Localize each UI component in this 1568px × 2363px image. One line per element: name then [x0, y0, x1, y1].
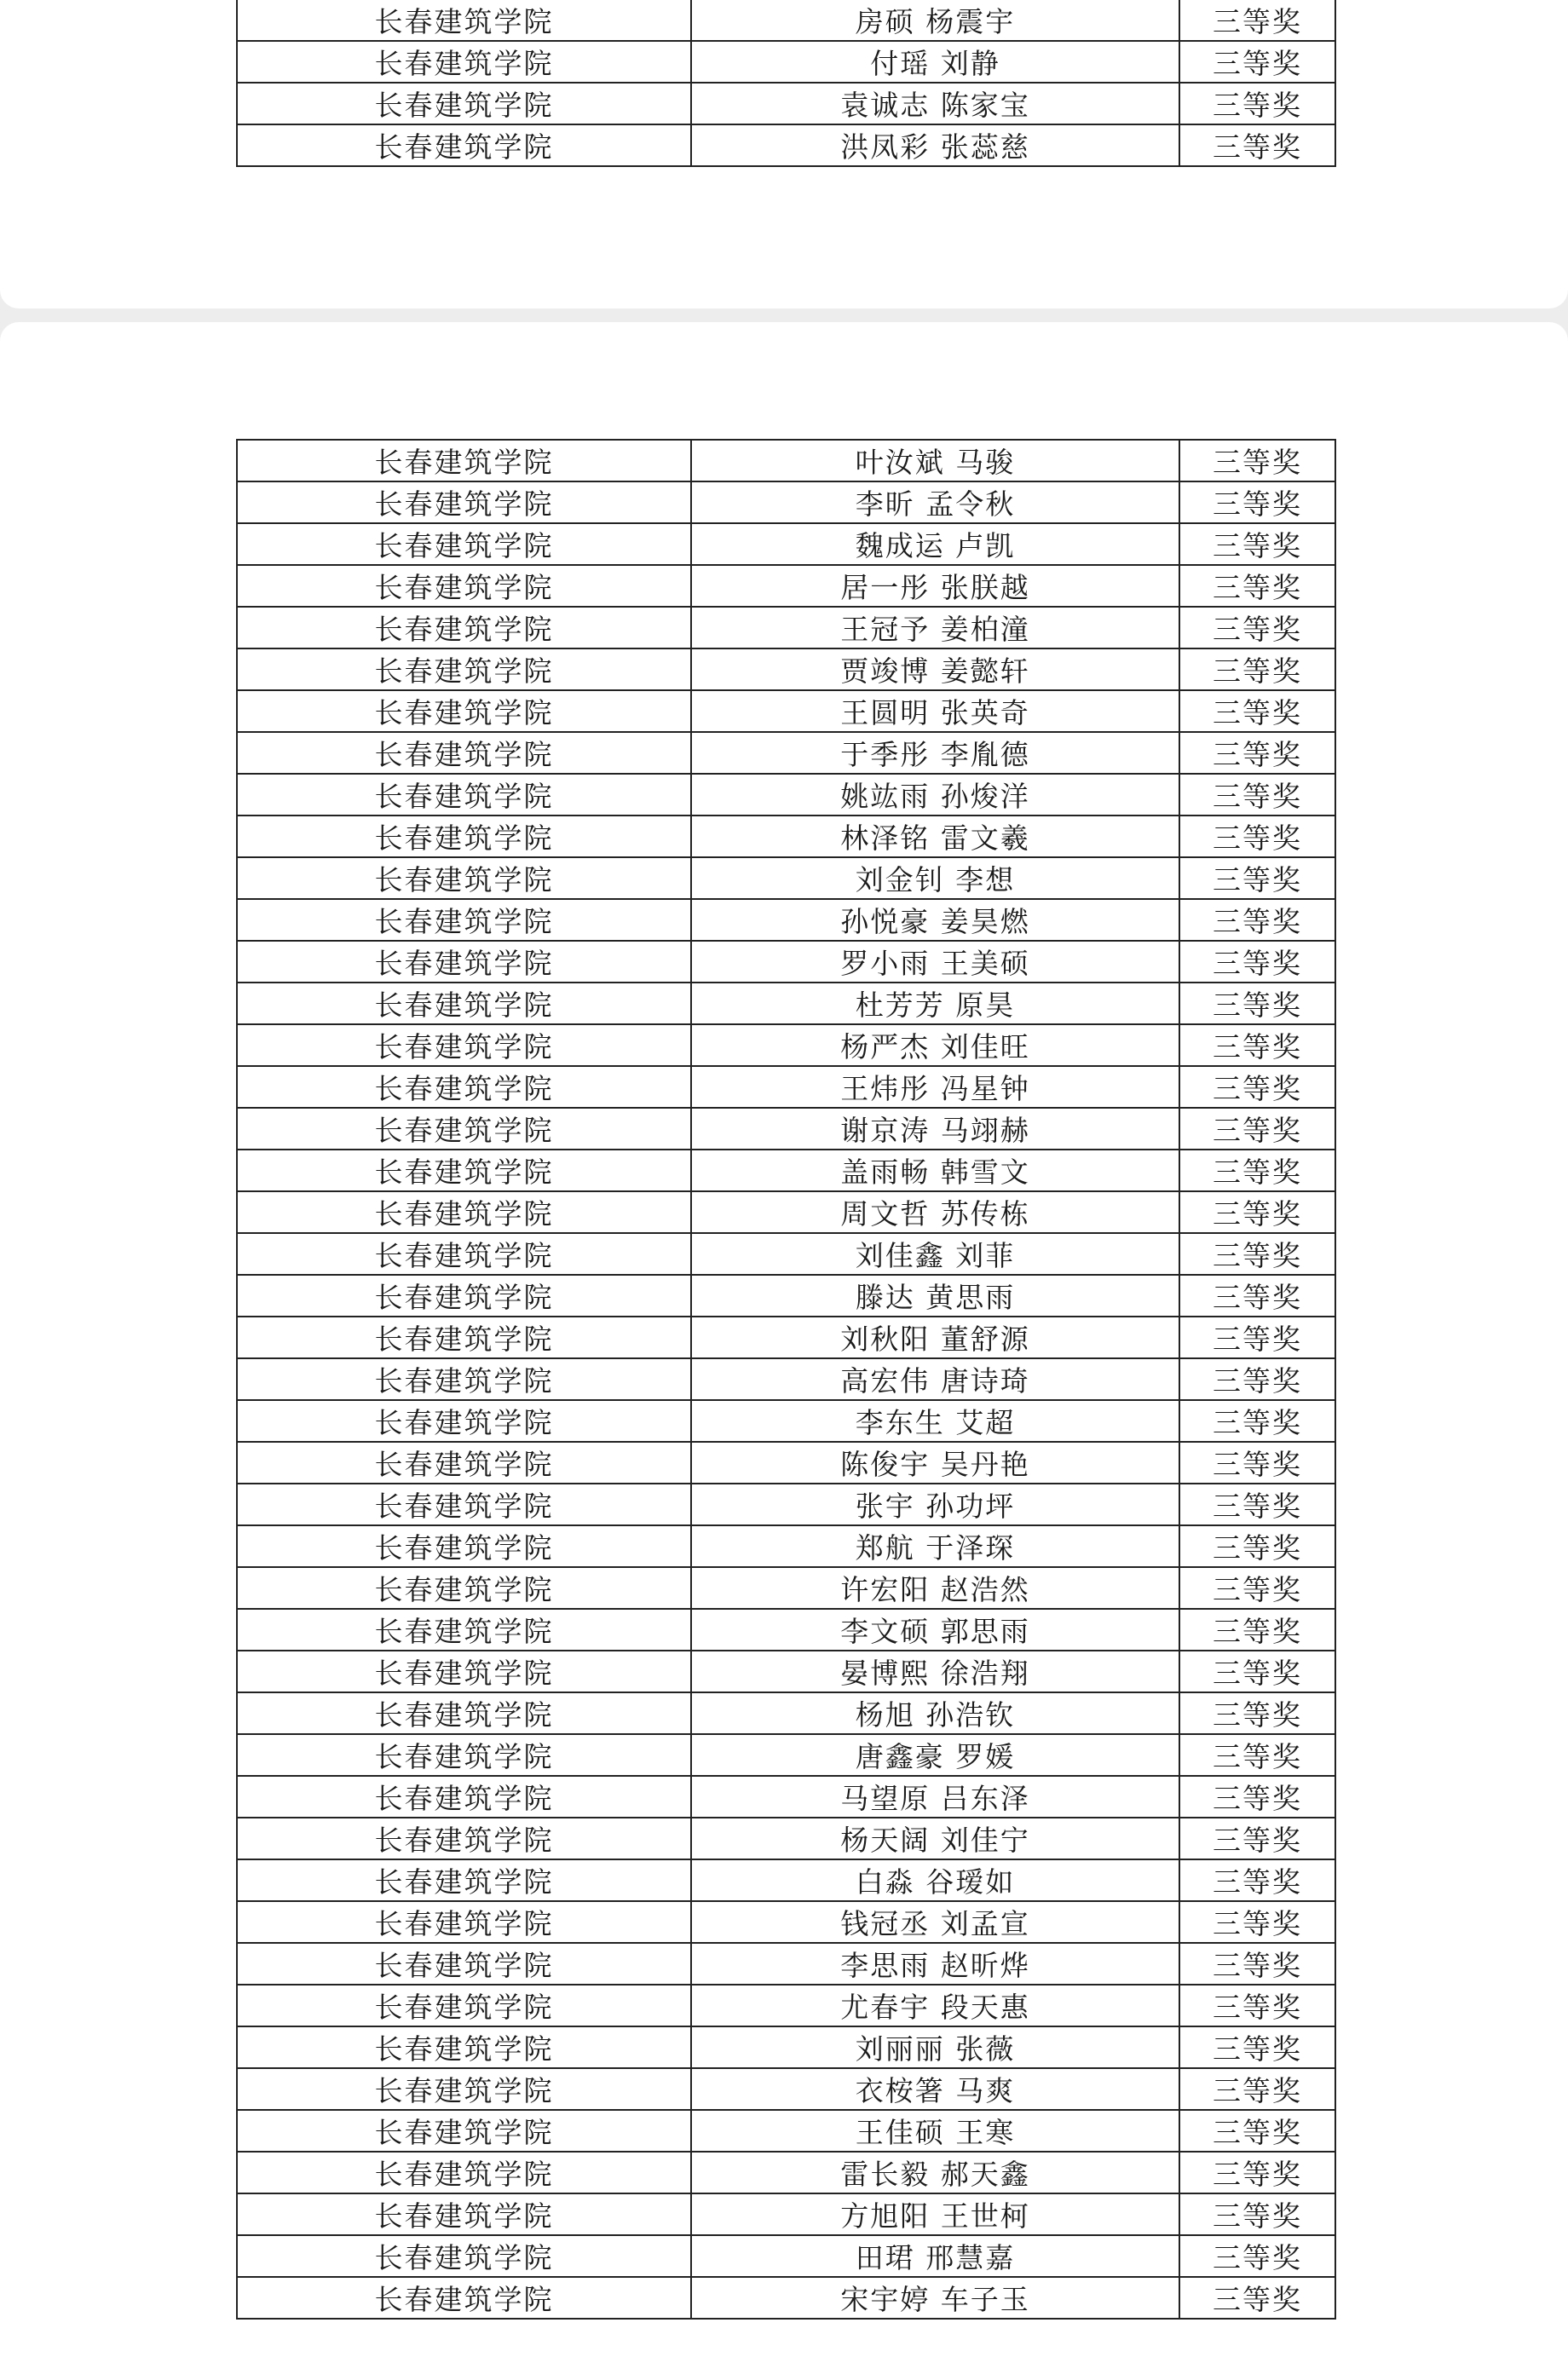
award-cell: 三等奖 — [1179, 1859, 1335, 1901]
table-row — [237, 941, 1335, 983]
award-cell: 三等奖 — [1179, 1776, 1335, 1818]
table-row — [237, 1317, 1335, 1358]
school-cell: 长春建筑学院 — [237, 2110, 691, 2152]
table-row — [237, 1943, 1335, 1985]
team-members-cell: 郑航 于泽琛 — [691, 1525, 1179, 1567]
school-cell: 长春建筑学院 — [237, 2277, 691, 2319]
award-cell: 三等奖 — [1179, 1358, 1335, 1400]
school-cell: 长春建筑学院 — [237, 2026, 691, 2068]
table-row — [237, 1692, 1335, 1734]
award-cell: 三等奖 — [1179, 2193, 1335, 2235]
school-cell: 长春建筑学院 — [237, 2068, 691, 2110]
award-cell: 三等奖 — [1179, 83, 1335, 124]
school-cell: 长春建筑学院 — [237, 690, 691, 732]
award-cell: 三等奖 — [1179, 690, 1335, 732]
team-members-cell: 于季彤 李胤德 — [691, 732, 1179, 774]
document-page-2 — [0, 322, 1568, 2363]
team-members-cell: 许宏阳 赵浩然 — [691, 1567, 1179, 1609]
school-cell: 长春建筑学院 — [237, 1651, 691, 1692]
school-cell: 长春建筑学院 — [237, 1567, 691, 1609]
team-members-cell: 唐鑫豪 罗媛 — [691, 1734, 1179, 1776]
school-cell: 长春建筑学院 — [237, 1066, 691, 1108]
award-cell: 三等奖 — [1179, 2277, 1335, 2319]
school-cell: 长春建筑学院 — [237, 607, 691, 648]
school-cell: 长春建筑学院 — [237, 41, 691, 83]
team-members-cell: 王佳硕 王寒 — [691, 2110, 1179, 2152]
table-row — [237, 857, 1335, 899]
table-row — [237, 774, 1335, 816]
team-members-cell: 高宏伟 唐诗琦 — [691, 1358, 1179, 1400]
award-cell: 三等奖 — [1179, 607, 1335, 648]
table-row — [237, 1484, 1335, 1525]
team-members-cell: 姚竑雨 孙焌洋 — [691, 774, 1179, 816]
team-members-cell: 贾竣博 姜懿轩 — [691, 648, 1179, 690]
team-members-cell: 杨旭 孙浩钦 — [691, 1692, 1179, 1734]
award-cell: 三等奖 — [1179, 816, 1335, 857]
table-row — [237, 1859, 1335, 1901]
award-cell: 三等奖 — [1179, 523, 1335, 565]
award-cell: 三等奖 — [1179, 440, 1335, 481]
table-row — [237, 1024, 1335, 1066]
team-members-cell: 房硕 杨震宇 — [691, 0, 1179, 41]
award-cell: 三等奖 — [1179, 2068, 1335, 2110]
team-members-cell: 袁诚志 陈家宝 — [691, 83, 1179, 124]
team-members-cell: 宋宇婷 车子玉 — [691, 2277, 1179, 2319]
table-row — [237, 899, 1335, 941]
table-row — [237, 690, 1335, 732]
team-members-cell: 杨严杰 刘佳旺 — [691, 1024, 1179, 1066]
award-cell: 三等奖 — [1179, 1150, 1335, 1191]
table-row — [237, 1567, 1335, 1609]
table-row — [237, 1776, 1335, 1818]
team-members-cell: 陈俊宇 吴丹艳 — [691, 1442, 1179, 1484]
team-members-cell: 李东生 艾超 — [691, 1400, 1179, 1442]
school-cell: 长春建筑学院 — [237, 1484, 691, 1525]
table-row — [237, 565, 1335, 607]
team-members-cell: 杨天阔 刘佳宁 — [691, 1818, 1179, 1859]
team-members-cell: 王圆明 张英奇 — [691, 690, 1179, 732]
table-row — [237, 1275, 1335, 1317]
school-cell: 长春建筑学院 — [237, 83, 691, 124]
table-row — [237, 2277, 1335, 2319]
table-row — [237, 1651, 1335, 1692]
table-row — [237, 983, 1335, 1024]
school-cell: 长春建筑学院 — [237, 2193, 691, 2235]
table-row — [237, 1358, 1335, 1400]
table-row — [237, 1985, 1335, 2026]
award-cell: 三等奖 — [1179, 1901, 1335, 1943]
award-cell: 三等奖 — [1179, 732, 1335, 774]
table-row — [237, 124, 1335, 166]
school-cell: 长春建筑学院 — [237, 1024, 691, 1066]
team-members-cell: 刘秋阳 董舒源 — [691, 1317, 1179, 1358]
table-row — [237, 1233, 1335, 1275]
award-cell: 三等奖 — [1179, 1108, 1335, 1150]
school-cell: 长春建筑学院 — [237, 1400, 691, 1442]
school-cell: 长春建筑学院 — [237, 1985, 691, 2026]
table-row — [237, 1066, 1335, 1108]
table-row — [237, 523, 1335, 565]
award-cell: 三等奖 — [1179, 2026, 1335, 2068]
team-members-cell: 林泽铭 雷文羲 — [691, 816, 1179, 857]
school-cell: 长春建筑学院 — [237, 481, 691, 523]
table-row — [237, 732, 1335, 774]
award-cell: 三等奖 — [1179, 941, 1335, 983]
award-cell: 三等奖 — [1179, 1233, 1335, 1275]
team-members-cell: 晏博熙 徐浩翔 — [691, 1651, 1179, 1692]
award-cell: 三等奖 — [1179, 41, 1335, 83]
school-cell: 长春建筑学院 — [237, 1191, 691, 1233]
table-row — [237, 440, 1335, 481]
table-row — [237, 1400, 1335, 1442]
team-members-cell: 方旭阳 王世柯 — [691, 2193, 1179, 2235]
table-row — [237, 1609, 1335, 1651]
school-cell: 长春建筑学院 — [237, 1108, 691, 1150]
award-cell: 三等奖 — [1179, 1692, 1335, 1734]
school-cell: 长春建筑学院 — [237, 1734, 691, 1776]
team-members-cell: 李文硕 郭思雨 — [691, 1609, 1179, 1651]
table-row — [237, 1150, 1335, 1191]
school-cell: 长春建筑学院 — [237, 1692, 691, 1734]
award-cell: 三等奖 — [1179, 2110, 1335, 2152]
school-cell: 长春建筑学院 — [237, 899, 691, 941]
team-members-cell: 罗小雨 王美硕 — [691, 941, 1179, 983]
award-cell: 三等奖 — [1179, 1525, 1335, 1567]
school-cell: 长春建筑学院 — [237, 565, 691, 607]
table-row — [237, 1818, 1335, 1859]
school-cell: 长春建筑学院 — [237, 857, 691, 899]
team-members-cell: 居一彤 张朕越 — [691, 565, 1179, 607]
team-members-cell: 衣桉箸 马爽 — [691, 2068, 1179, 2110]
table-row — [237, 1108, 1335, 1150]
award-cell: 三等奖 — [1179, 1400, 1335, 1442]
table-row — [237, 2110, 1335, 2152]
table-row — [237, 41, 1335, 83]
team-members-cell: 尤春宇 段天惠 — [691, 1985, 1179, 2026]
school-cell: 长春建筑学院 — [237, 941, 691, 983]
school-cell: 长春建筑学院 — [237, 2235, 691, 2277]
team-members-cell: 周文哲 苏传栋 — [691, 1191, 1179, 1233]
award-cell: 三等奖 — [1179, 899, 1335, 941]
award-cell: 三等奖 — [1179, 1651, 1335, 1692]
team-members-cell: 洪凤彩 张蕊慈 — [691, 124, 1179, 166]
team-members-cell: 谢京涛 马翊赫 — [691, 1108, 1179, 1150]
table-row — [237, 83, 1335, 124]
award-table-page-1 — [236, 0, 1336, 167]
school-cell: 长春建筑学院 — [237, 1442, 691, 1484]
award-cell: 三等奖 — [1179, 1734, 1335, 1776]
award-cell: 三等奖 — [1179, 1442, 1335, 1484]
school-cell: 长春建筑学院 — [237, 1609, 691, 1651]
award-cell: 三等奖 — [1179, 983, 1335, 1024]
award-cell: 三等奖 — [1179, 1943, 1335, 1985]
school-cell: 长春建筑学院 — [237, 732, 691, 774]
school-cell: 长春建筑学院 — [237, 2152, 691, 2193]
document-page-1 — [0, 0, 1568, 308]
award-cell: 三等奖 — [1179, 1609, 1335, 1651]
table-row — [237, 1442, 1335, 1484]
table-row — [237, 0, 1335, 41]
award-cell: 三等奖 — [1179, 2152, 1335, 2193]
table-row — [237, 481, 1335, 523]
team-members-cell: 刘金钊 李想 — [691, 857, 1179, 899]
school-cell: 长春建筑学院 — [237, 1317, 691, 1358]
school-cell: 长春建筑学院 — [237, 1859, 691, 1901]
school-cell: 长春建筑学院 — [237, 774, 691, 816]
school-cell: 长春建筑学院 — [237, 1943, 691, 1985]
team-members-cell: 叶汝斌 马骏 — [691, 440, 1179, 481]
award-cell: 三等奖 — [1179, 1484, 1335, 1525]
team-members-cell: 张宇 孙功坪 — [691, 1484, 1179, 1525]
table-row — [237, 2068, 1335, 2110]
team-members-cell: 刘佳鑫 刘菲 — [691, 1233, 1179, 1275]
award-cell: 三等奖 — [1179, 857, 1335, 899]
school-cell: 长春建筑学院 — [237, 523, 691, 565]
award-cell: 三等奖 — [1179, 1567, 1335, 1609]
team-members-cell: 孙悦豪 姜昊燃 — [691, 899, 1179, 941]
table-row — [237, 816, 1335, 857]
table-row — [237, 1901, 1335, 1943]
award-cell: 三等奖 — [1179, 481, 1335, 523]
school-cell: 长春建筑学院 — [237, 1776, 691, 1818]
team-members-cell: 李思雨 赵昕烨 — [691, 1943, 1179, 1985]
award-cell: 三等奖 — [1179, 1191, 1335, 1233]
award-table-page-2 — [236, 439, 1336, 2320]
school-cell: 长春建筑学院 — [237, 1525, 691, 1567]
team-members-cell: 李昕 孟令秋 — [691, 481, 1179, 523]
award-cell: 三等奖 — [1179, 1066, 1335, 1108]
school-cell: 长春建筑学院 — [237, 1233, 691, 1275]
award-cell: 三等奖 — [1179, 1275, 1335, 1317]
table-row — [237, 607, 1335, 648]
team-members-cell: 田珺 邢慧嘉 — [691, 2235, 1179, 2277]
school-cell: 长春建筑学院 — [237, 1358, 691, 1400]
award-table-body — [237, 0, 1335, 166]
team-members-cell: 杜芳芳 原昊 — [691, 983, 1179, 1024]
team-members-cell: 盖雨畅 韩雪文 — [691, 1150, 1179, 1191]
school-cell: 长春建筑学院 — [237, 440, 691, 481]
school-cell: 长春建筑学院 — [237, 1901, 691, 1943]
table-row — [237, 2152, 1335, 2193]
table-row — [237, 648, 1335, 690]
award-cell: 三等奖 — [1179, 2235, 1335, 2277]
award-cell: 三等奖 — [1179, 0, 1335, 41]
award-cell: 三等奖 — [1179, 565, 1335, 607]
team-members-cell: 王炜彤 冯星钟 — [691, 1066, 1179, 1108]
table-row — [237, 1525, 1335, 1567]
team-members-cell: 马望原 吕东泽 — [691, 1776, 1179, 1818]
school-cell: 长春建筑学院 — [237, 124, 691, 166]
award-cell: 三等奖 — [1179, 1317, 1335, 1358]
award-cell: 三等奖 — [1179, 648, 1335, 690]
team-members-cell: 白淼 谷瑷如 — [691, 1859, 1179, 1901]
team-members-cell: 王冠予 姜柏潼 — [691, 607, 1179, 648]
award-cell: 三等奖 — [1179, 1818, 1335, 1859]
team-members-cell: 付瑶 刘静 — [691, 41, 1179, 83]
team-members-cell: 滕达 黄思雨 — [691, 1275, 1179, 1317]
award-cell: 三等奖 — [1179, 1024, 1335, 1066]
school-cell: 长春建筑学院 — [237, 648, 691, 690]
school-cell: 长春建筑学院 — [237, 1150, 691, 1191]
table-row — [237, 1734, 1335, 1776]
team-members-cell: 刘丽丽 张薇 — [691, 2026, 1179, 2068]
award-table-body — [237, 440, 1335, 2319]
award-cell: 三等奖 — [1179, 1985, 1335, 2026]
table-row — [237, 2235, 1335, 2277]
team-members-cell: 钱冠丞 刘孟宣 — [691, 1901, 1179, 1943]
school-cell: 长春建筑学院 — [237, 1275, 691, 1317]
table-row — [237, 1191, 1335, 1233]
team-members-cell: 魏成运 卢凯 — [691, 523, 1179, 565]
team-members-cell: 雷长毅 郝天鑫 — [691, 2152, 1179, 2193]
school-cell: 长春建筑学院 — [237, 1818, 691, 1859]
table-row — [237, 2193, 1335, 2235]
school-cell: 长春建筑学院 — [237, 0, 691, 41]
school-cell: 长春建筑学院 — [237, 816, 691, 857]
school-cell: 长春建筑学院 — [237, 983, 691, 1024]
award-cell: 三等奖 — [1179, 124, 1335, 166]
award-cell: 三等奖 — [1179, 774, 1335, 816]
table-row — [237, 2026, 1335, 2068]
